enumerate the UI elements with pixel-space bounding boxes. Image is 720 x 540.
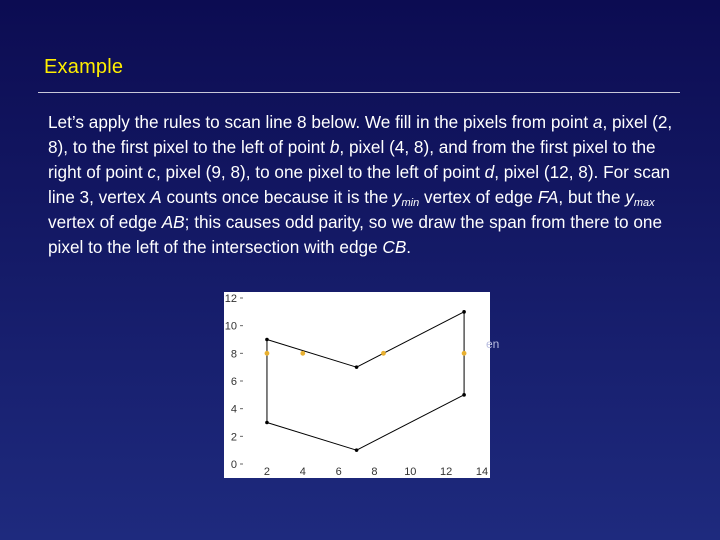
paragraph-segment: c <box>147 162 156 182</box>
body-paragraph <box>48 110 688 260</box>
paragraph-segment: a <box>592 112 603 132</box>
polygon-figure <box>224 292 490 478</box>
y-tick-label: 0 <box>230 459 237 471</box>
paragraph-segment: FA <box>537 187 559 207</box>
paragraph-segment: , pixel (2, 8), to the first pixel to the left of point <box>48 112 673 157</box>
polygon-edge <box>267 423 357 451</box>
paragraph-segment: , pixel (9, 8), to one pixel to the left of point <box>155 162 485 182</box>
x-tick-label: 2 <box>263 466 271 478</box>
title-divider <box>38 92 680 93</box>
y-tick-label: 8 <box>230 348 237 361</box>
polygon-vertex <box>265 338 269 342</box>
polygon-vertex <box>462 393 466 397</box>
paragraph-segment: counts once because it is the <box>161 187 393 207</box>
paragraph-segment: CB <box>382 237 407 257</box>
y-tick-label: 12 <box>224 293 237 305</box>
x-tick-label: 14 <box>475 466 489 478</box>
polygon-vertex <box>462 310 466 314</box>
paragraph-segment: vertex of edge <box>48 212 162 232</box>
polygon-vertex <box>265 421 269 425</box>
x-tick-label: 8 <box>371 466 378 478</box>
paragraph-segment: ; this causes odd parity, so we draw the span from there to one pixel to the left of the intersection with edge <box>48 212 663 257</box>
paragraph-segment: A <box>150 187 162 207</box>
polygon-chart <box>224 292 490 478</box>
y-tick-label: 10 <box>224 320 237 333</box>
scan-point <box>462 351 467 356</box>
polygon-vertex <box>355 448 359 452</box>
paragraph-segment: min <box>401 197 420 209</box>
y-tick-label: 6 <box>230 376 237 388</box>
scan-point <box>265 351 270 356</box>
paragraph-segment: , pixel (12, 8). For scan line 3, vertex <box>48 162 670 207</box>
polygon-vertex <box>355 365 359 369</box>
y-tick-label: 2 <box>230 431 237 444</box>
paragraph-segment: , but the <box>558 187 626 207</box>
scan-point <box>381 351 386 356</box>
x-tick-label: 12 <box>440 466 453 478</box>
slide-title: Example <box>44 56 124 78</box>
y-tick-label: 4 <box>230 403 237 416</box>
polygon-edge <box>357 312 465 367</box>
paragraph-segment: d <box>484 162 495 182</box>
scan-point <box>300 351 305 356</box>
paragraph-segment: y <box>392 187 402 207</box>
x-tick-label: 4 <box>299 466 306 478</box>
x-tick-label: 10 <box>404 466 417 478</box>
paragraph-segment: . <box>406 237 412 257</box>
polygon-edge <box>357 395 465 450</box>
paragraph-segment: , pixel (4, 8), and from the first pixel to the right of point <box>48 137 656 182</box>
paragraph-segment: y <box>625 187 634 207</box>
paragraph-segment: Let’s apply the rules to scan line 8 below. We fill in the pixels from point <box>48 112 593 132</box>
polygon-edge <box>267 340 357 368</box>
paragraph-segment: AB <box>161 212 185 232</box>
x-tick-label: 6 <box>335 466 342 478</box>
stray-text: en <box>486 337 500 351</box>
paragraph-segment: b <box>329 137 340 157</box>
paragraph-segment: vertex of edge <box>419 187 538 207</box>
paragraph-segment: max <box>633 197 655 209</box>
